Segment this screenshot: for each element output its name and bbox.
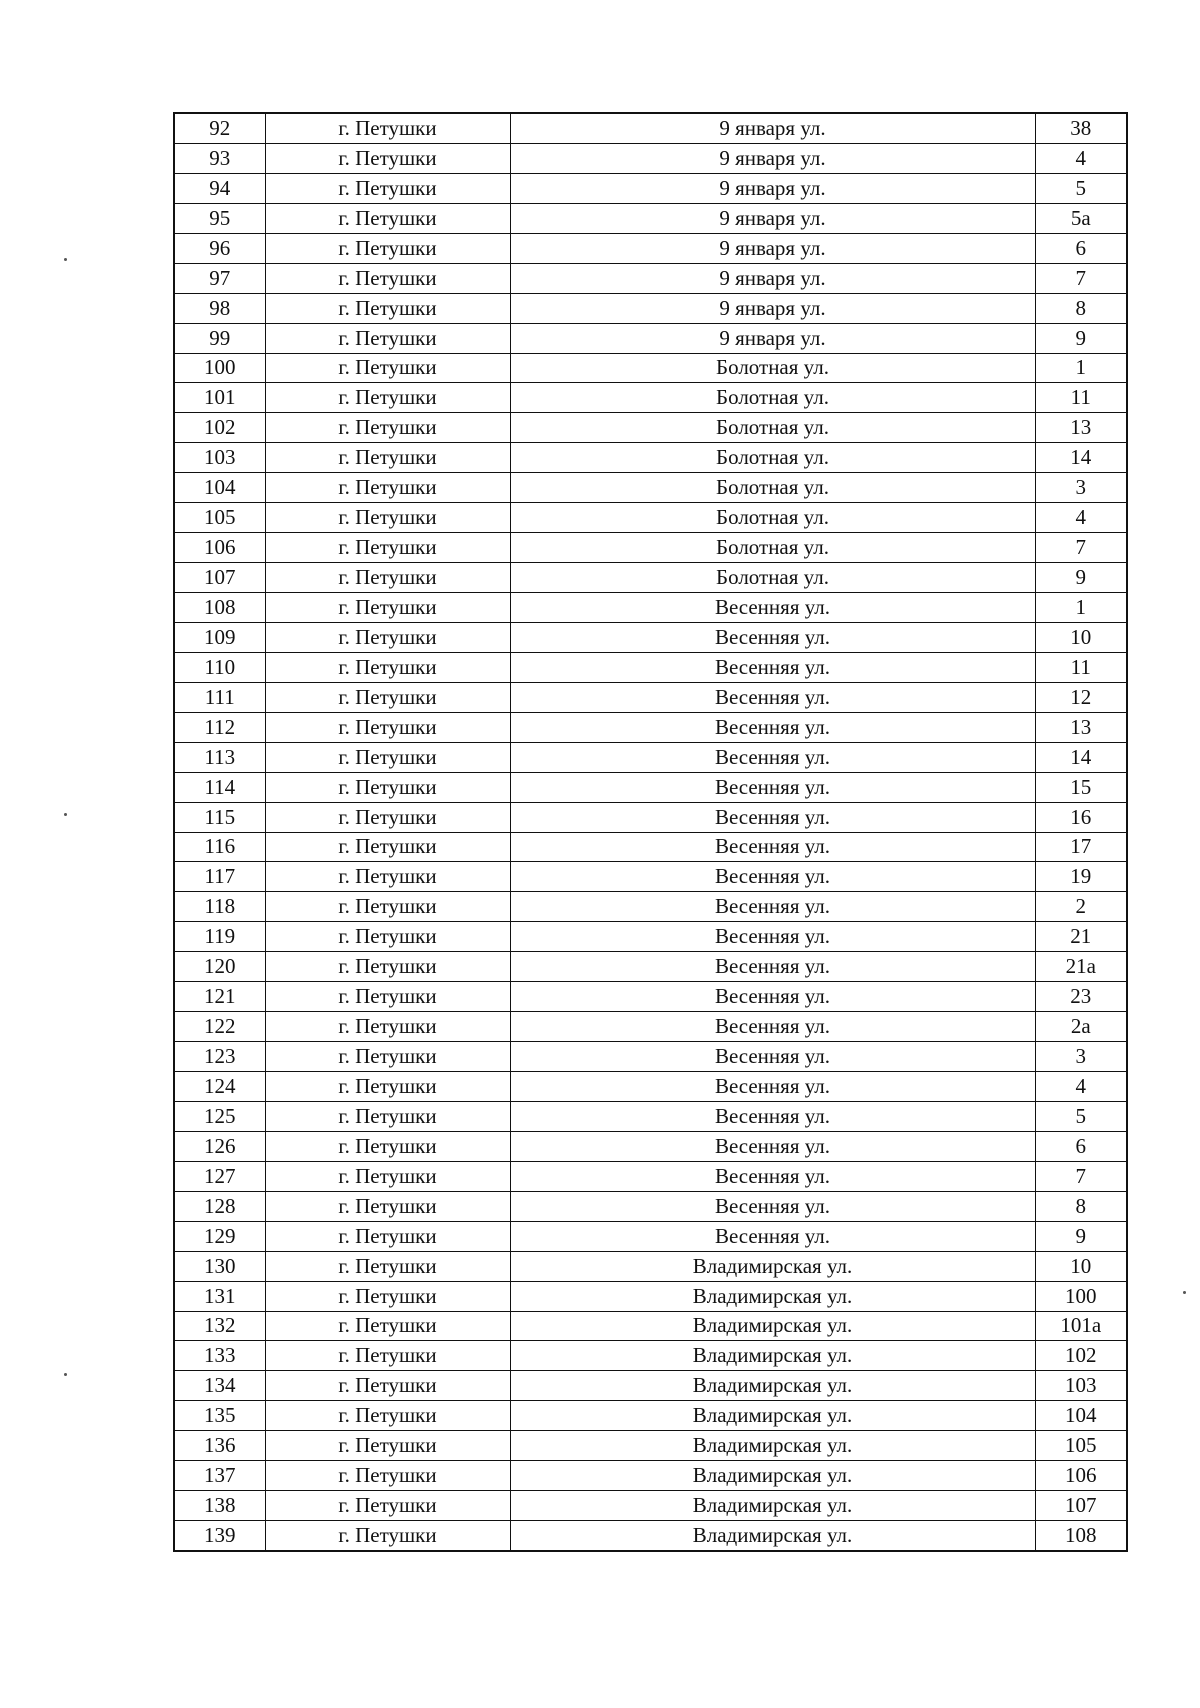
row-number-cell: 94: [174, 173, 265, 203]
house-number-cell: 4: [1035, 503, 1127, 533]
city-cell: г. Петушки: [265, 203, 510, 233]
table-row: [174, 1042, 1127, 1072]
street-cell: 9 января ул.: [510, 293, 1035, 323]
table-row: [174, 173, 1127, 203]
house-number-cell: 10: [1035, 1251, 1127, 1281]
street-cell: Владимирская ул.: [510, 1341, 1035, 1371]
table-row: [174, 652, 1127, 682]
house-number-cell: 14: [1035, 443, 1127, 473]
row-number-cell: 108: [174, 593, 265, 623]
city-cell: г. Петушки: [265, 233, 510, 263]
row-number-cell: 139: [174, 1521, 265, 1551]
row-number-cell: 107: [174, 563, 265, 593]
row-number-cell: 119: [174, 922, 265, 952]
city-cell: г. Петушки: [265, 323, 510, 353]
city-cell: г. Петушки: [265, 413, 510, 443]
street-cell: 9 января ул.: [510, 323, 1035, 353]
table-row: [174, 353, 1127, 383]
city-cell: г. Петушки: [265, 1461, 510, 1491]
city-cell: г. Петушки: [265, 1371, 510, 1401]
house-number-cell: 11: [1035, 652, 1127, 682]
street-cell: Болотная ул.: [510, 413, 1035, 443]
house-number-cell: 21: [1035, 922, 1127, 952]
city-cell: г. Петушки: [265, 802, 510, 832]
house-number-cell: 1: [1035, 593, 1127, 623]
table-row: [174, 802, 1127, 832]
street-cell: Болотная ул.: [510, 383, 1035, 413]
street-cell: Владимирская ул.: [510, 1461, 1035, 1491]
table-row: [174, 413, 1127, 443]
row-number-cell: 130: [174, 1251, 265, 1281]
row-number-cell: 100: [174, 353, 265, 383]
house-number-cell: 100: [1035, 1281, 1127, 1311]
row-number-cell: 123: [174, 1042, 265, 1072]
table-row: [174, 772, 1127, 802]
table-row: [174, 443, 1127, 473]
house-number-cell: 2: [1035, 892, 1127, 922]
row-number-cell: 92: [174, 113, 265, 143]
table-row: [174, 1461, 1127, 1491]
city-cell: г. Петушки: [265, 742, 510, 772]
city-cell: г. Петушки: [265, 503, 510, 533]
row-number-cell: 125: [174, 1101, 265, 1131]
street-cell: 9 января ул.: [510, 173, 1035, 203]
table-row: [174, 1491, 1127, 1521]
city-cell: г. Петушки: [265, 473, 510, 503]
house-number-cell: 101а: [1035, 1311, 1127, 1341]
city-cell: г. Петушки: [265, 563, 510, 593]
street-cell: Владимирская ул.: [510, 1521, 1035, 1551]
row-number-cell: 129: [174, 1221, 265, 1251]
street-cell: Владимирская ул.: [510, 1491, 1035, 1521]
table-row: [174, 1101, 1127, 1131]
table-row: [174, 143, 1127, 173]
table-row: [174, 682, 1127, 712]
house-number-cell: 8: [1035, 1191, 1127, 1221]
row-number-cell: 124: [174, 1072, 265, 1102]
street-cell: Весенняя ул.: [510, 712, 1035, 742]
row-number-cell: 95: [174, 203, 265, 233]
row-number-cell: 122: [174, 1012, 265, 1042]
city-cell: г. Петушки: [265, 832, 510, 862]
street-cell: Владимирская ул.: [510, 1281, 1035, 1311]
table-row: [174, 982, 1127, 1012]
street-cell: Весенняя ул.: [510, 1191, 1035, 1221]
table-row: [174, 832, 1127, 862]
city-cell: г. Петушки: [265, 173, 510, 203]
street-cell: Весенняя ул.: [510, 952, 1035, 982]
city-cell: г. Петушки: [265, 1341, 510, 1371]
street-cell: Болотная ул.: [510, 563, 1035, 593]
street-cell: 9 января ул.: [510, 203, 1035, 233]
row-number-cell: 121: [174, 982, 265, 1012]
street-cell: Весенняя ул.: [510, 772, 1035, 802]
row-number-cell: 118: [174, 892, 265, 922]
street-cell: Весенняя ул.: [510, 622, 1035, 652]
house-number-cell: 19: [1035, 862, 1127, 892]
table-row: [174, 203, 1127, 233]
house-number-cell: 12: [1035, 682, 1127, 712]
house-number-cell: 1: [1035, 353, 1127, 383]
row-number-cell: 113: [174, 742, 265, 772]
scan-speck: [64, 258, 67, 261]
city-cell: г. Петушки: [265, 1191, 510, 1221]
city-cell: г. Петушки: [265, 1311, 510, 1341]
city-cell: г. Петушки: [265, 982, 510, 1012]
street-cell: Владимирская ул.: [510, 1401, 1035, 1431]
street-cell: Болотная ул.: [510, 533, 1035, 563]
street-cell: Болотная ул.: [510, 473, 1035, 503]
house-number-cell: 4: [1035, 143, 1127, 173]
table-row: [174, 473, 1127, 503]
table-row: [174, 1401, 1127, 1431]
street-cell: Весенняя ул.: [510, 892, 1035, 922]
table-row: [174, 742, 1127, 772]
street-cell: 9 января ул.: [510, 263, 1035, 293]
row-number-cell: 109: [174, 622, 265, 652]
house-number-cell: 8: [1035, 293, 1127, 323]
city-cell: г. Петушки: [265, 263, 510, 293]
table-row: [174, 1072, 1127, 1102]
house-number-cell: 9: [1035, 323, 1127, 353]
row-number-cell: 127: [174, 1161, 265, 1191]
house-number-cell: 6: [1035, 1131, 1127, 1161]
city-cell: г. Петушки: [265, 1251, 510, 1281]
row-number-cell: 117: [174, 862, 265, 892]
city-cell: г. Петушки: [265, 1161, 510, 1191]
street-cell: Весенняя ул.: [510, 922, 1035, 952]
scan-speck: [64, 1373, 67, 1376]
table-row: [174, 263, 1127, 293]
row-number-cell: 128: [174, 1191, 265, 1221]
row-number-cell: 101: [174, 383, 265, 413]
table-row: [174, 892, 1127, 922]
house-number-cell: 14: [1035, 742, 1127, 772]
city-cell: г. Петушки: [265, 1072, 510, 1102]
row-number-cell: 106: [174, 533, 265, 563]
table-row: [174, 593, 1127, 623]
row-number-cell: 99: [174, 323, 265, 353]
house-number-cell: 108: [1035, 1521, 1127, 1551]
address-table: [173, 112, 1128, 1552]
street-cell: Весенняя ул.: [510, 593, 1035, 623]
table-row: [174, 233, 1127, 263]
street-cell: 9 января ул.: [510, 143, 1035, 173]
row-number-cell: 98: [174, 293, 265, 323]
street-cell: Весенняя ул.: [510, 742, 1035, 772]
street-cell: Болотная ул.: [510, 503, 1035, 533]
city-cell: г. Петушки: [265, 892, 510, 922]
street-cell: Болотная ул.: [510, 443, 1035, 473]
house-number-cell: 106: [1035, 1461, 1127, 1491]
house-number-cell: 5а: [1035, 203, 1127, 233]
house-number-cell: 4: [1035, 1072, 1127, 1102]
table-row: [174, 1311, 1127, 1341]
house-number-cell: 16: [1035, 802, 1127, 832]
table-row: [174, 1131, 1127, 1161]
table-row: [174, 1161, 1127, 1191]
house-number-cell: 7: [1035, 263, 1127, 293]
scan-speck: [1183, 1291, 1186, 1294]
street-cell: Весенняя ул.: [510, 982, 1035, 1012]
street-cell: Весенняя ул.: [510, 802, 1035, 832]
table-row: [174, 1431, 1127, 1461]
city-cell: г. Петушки: [265, 1521, 510, 1551]
row-number-cell: 120: [174, 952, 265, 982]
city-cell: г. Петушки: [265, 1042, 510, 1072]
city-cell: г. Петушки: [265, 293, 510, 323]
street-cell: Весенняя ул.: [510, 1101, 1035, 1131]
street-cell: Весенняя ул.: [510, 1131, 1035, 1161]
city-cell: г. Петушки: [265, 1281, 510, 1311]
street-cell: Весенняя ул.: [510, 652, 1035, 682]
city-cell: г. Петушки: [265, 353, 510, 383]
house-number-cell: 5: [1035, 173, 1127, 203]
city-cell: г. Петушки: [265, 1101, 510, 1131]
house-number-cell: 103: [1035, 1371, 1127, 1401]
house-number-cell: 104: [1035, 1401, 1127, 1431]
house-number-cell: 21а: [1035, 952, 1127, 982]
city-cell: г. Петушки: [265, 622, 510, 652]
street-cell: Весенняя ул.: [510, 1221, 1035, 1251]
house-number-cell: 105: [1035, 1431, 1127, 1461]
city-cell: г. Петушки: [265, 1221, 510, 1251]
street-cell: Весенняя ул.: [510, 1042, 1035, 1072]
table-row: [174, 1521, 1127, 1551]
table-row: [174, 952, 1127, 982]
city-cell: г. Петушки: [265, 1401, 510, 1431]
row-number-cell: 104: [174, 473, 265, 503]
row-number-cell: 136: [174, 1431, 265, 1461]
house-number-cell: 38: [1035, 113, 1127, 143]
house-number-cell: 11: [1035, 383, 1127, 413]
table-row: [174, 1221, 1127, 1251]
city-cell: г. Петушки: [265, 593, 510, 623]
table-row: [174, 862, 1127, 892]
city-cell: г. Петушки: [265, 443, 510, 473]
row-number-cell: 102: [174, 413, 265, 443]
row-number-cell: 112: [174, 712, 265, 742]
city-cell: г. Петушки: [265, 712, 510, 742]
city-cell: г. Петушки: [265, 143, 510, 173]
city-cell: г. Петушки: [265, 533, 510, 563]
table-row: [174, 712, 1127, 742]
table-row: [174, 1371, 1127, 1401]
city-cell: г. Петушки: [265, 652, 510, 682]
house-number-cell: 5: [1035, 1101, 1127, 1131]
table-row: [174, 622, 1127, 652]
house-number-cell: 7: [1035, 1161, 1127, 1191]
row-number-cell: 115: [174, 802, 265, 832]
table-row: [174, 503, 1127, 533]
house-number-cell: 3: [1035, 1042, 1127, 1072]
city-cell: г. Петушки: [265, 862, 510, 892]
street-cell: Болотная ул.: [510, 353, 1035, 383]
street-cell: Владимирская ул.: [510, 1251, 1035, 1281]
table-row: [174, 383, 1127, 413]
table-row: [174, 1281, 1127, 1311]
house-number-cell: 13: [1035, 712, 1127, 742]
street-cell: Весенняя ул.: [510, 1072, 1035, 1102]
street-cell: Весенняя ул.: [510, 862, 1035, 892]
house-number-cell: 23: [1035, 982, 1127, 1012]
street-cell: Весенняя ул.: [510, 1012, 1035, 1042]
table-row: [174, 293, 1127, 323]
house-number-cell: 7: [1035, 533, 1127, 563]
row-number-cell: 114: [174, 772, 265, 802]
row-number-cell: 96: [174, 233, 265, 263]
street-cell: 9 января ул.: [510, 113, 1035, 143]
table-row: [174, 563, 1127, 593]
house-number-cell: 9: [1035, 563, 1127, 593]
house-number-cell: 17: [1035, 832, 1127, 862]
city-cell: г. Петушки: [265, 1131, 510, 1161]
row-number-cell: 138: [174, 1491, 265, 1521]
table-row: [174, 1251, 1127, 1281]
house-number-cell: 13: [1035, 413, 1127, 443]
city-cell: г. Петушки: [265, 113, 510, 143]
house-number-cell: 9: [1035, 1221, 1127, 1251]
street-cell: Владимирская ул.: [510, 1371, 1035, 1401]
row-number-cell: 93: [174, 143, 265, 173]
row-number-cell: 134: [174, 1371, 265, 1401]
row-number-cell: 132: [174, 1311, 265, 1341]
city-cell: г. Петушки: [265, 952, 510, 982]
house-number-cell: 3: [1035, 473, 1127, 503]
row-number-cell: 135: [174, 1401, 265, 1431]
house-number-cell: 2а: [1035, 1012, 1127, 1042]
house-number-cell: 6: [1035, 233, 1127, 263]
street-cell: Владимирская ул.: [510, 1431, 1035, 1461]
city-cell: г. Петушки: [265, 682, 510, 712]
row-number-cell: 110: [174, 652, 265, 682]
street-cell: Весенняя ул.: [510, 832, 1035, 862]
street-cell: 9 января ул.: [510, 233, 1035, 263]
city-cell: г. Петушки: [265, 1431, 510, 1461]
street-cell: Весенняя ул.: [510, 682, 1035, 712]
street-cell: Владимирская ул.: [510, 1311, 1035, 1341]
city-cell: г. Петушки: [265, 1491, 510, 1521]
row-number-cell: 116: [174, 832, 265, 862]
city-cell: г. Петушки: [265, 922, 510, 952]
city-cell: г. Петушки: [265, 1012, 510, 1042]
scan-speck: [64, 813, 67, 816]
house-number-cell: 107: [1035, 1491, 1127, 1521]
row-number-cell: 126: [174, 1131, 265, 1161]
address-table-body: [174, 113, 1127, 1551]
row-number-cell: 133: [174, 1341, 265, 1371]
table-row: [174, 922, 1127, 952]
house-number-cell: 15: [1035, 772, 1127, 802]
city-cell: г. Петушки: [265, 772, 510, 802]
table-row: [174, 533, 1127, 563]
table-row: [174, 113, 1127, 143]
table-row: [174, 1341, 1127, 1371]
row-number-cell: 97: [174, 263, 265, 293]
row-number-cell: 111: [174, 682, 265, 712]
table-row: [174, 1012, 1127, 1042]
table-row: [174, 323, 1127, 353]
house-number-cell: 10: [1035, 622, 1127, 652]
street-cell: Весенняя ул.: [510, 1161, 1035, 1191]
table-row: [174, 1191, 1127, 1221]
row-number-cell: 131: [174, 1281, 265, 1311]
city-cell: г. Петушки: [265, 383, 510, 413]
house-number-cell: 102: [1035, 1341, 1127, 1371]
row-number-cell: 105: [174, 503, 265, 533]
row-number-cell: 103: [174, 443, 265, 473]
row-number-cell: 137: [174, 1461, 265, 1491]
